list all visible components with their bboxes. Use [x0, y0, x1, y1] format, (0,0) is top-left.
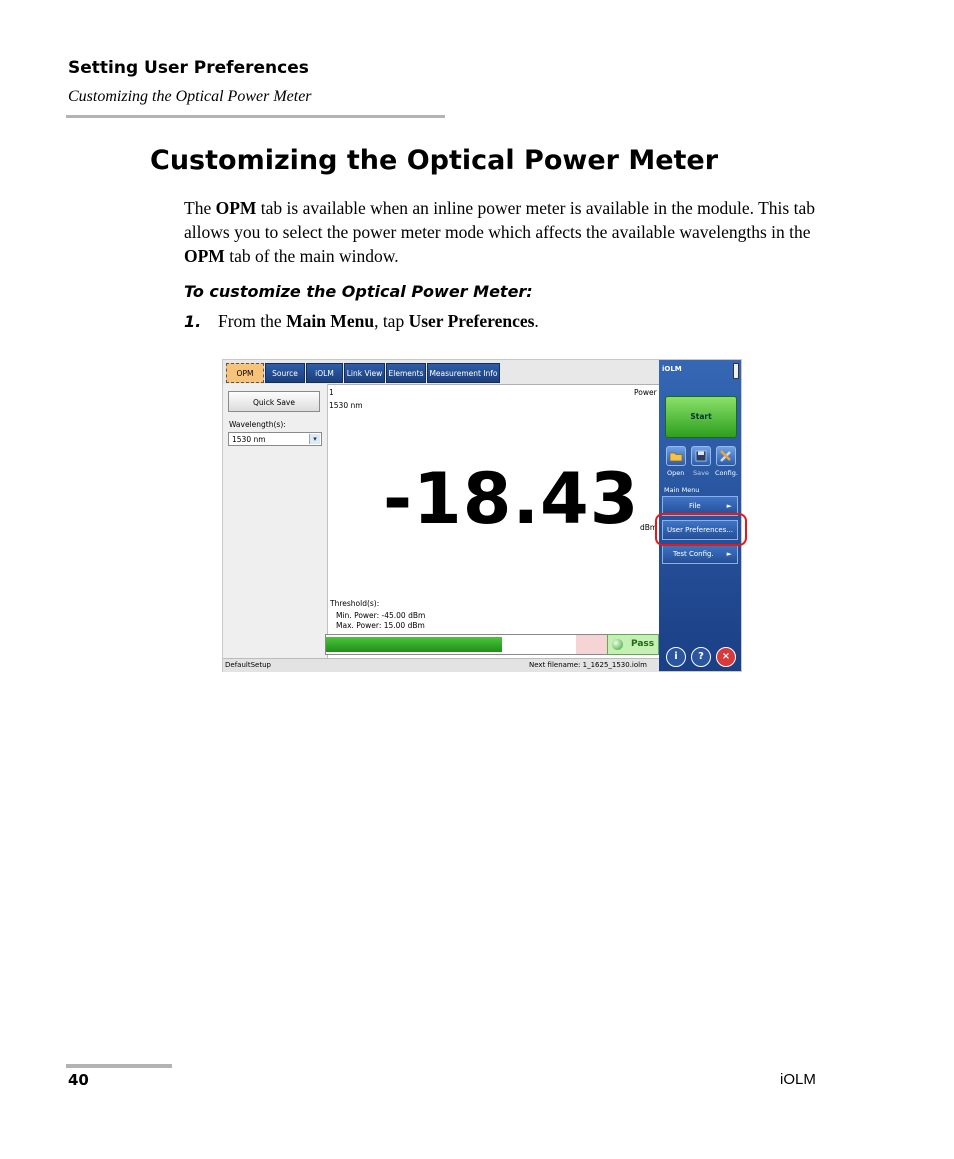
- battery-icon: [733, 363, 739, 379]
- para-text-2: tab is available when an inline power meter is available in the module. This tab allows you to select the power meter mode which affects the available wavelengths in the: [184, 198, 815, 242]
- running-header-title: Setting User Preferences: [68, 58, 309, 78]
- power-reading: -18.43: [383, 458, 640, 540]
- power-bar-fill: [326, 637, 502, 652]
- chevron-right-icon: ►: [726, 502, 732, 510]
- tab-measurement-info[interactable]: Measurement Info: [427, 363, 500, 383]
- folder-open-icon[interactable]: [666, 446, 686, 466]
- start-button[interactable]: Start: [665, 396, 737, 438]
- para-text-1: The: [184, 198, 216, 218]
- para-bold-opm-1: OPM: [215, 198, 257, 218]
- open-label: Open: [667, 469, 685, 477]
- para-text-3: tab of the main window.: [224, 246, 399, 266]
- wavelength-select[interactable]: [228, 432, 322, 446]
- procedure-title: To customize the Optical Power Meter:: [184, 282, 533, 301]
- callout-highlight: [655, 513, 747, 546]
- running-header-subtitle: Customizing the Optical Power Meter: [68, 88, 312, 105]
- threshold-min: Min. Power: -45.00 dBm: [336, 611, 426, 620]
- pass-indicator: [607, 634, 659, 655]
- left-panel: [223, 384, 328, 658]
- channel-number: 1: [329, 388, 334, 397]
- para-bold-opm-2: OPM: [184, 246, 225, 266]
- step-text-3: .: [534, 311, 539, 331]
- step-number: 1.: [184, 312, 202, 331]
- chevron-right-icon: ►: [726, 550, 732, 558]
- wavelength-label: Wavelength(s):: [229, 420, 286, 429]
- app-name: iOLM: [662, 365, 682, 373]
- menu-item-test-config-label: Test Config.: [673, 550, 714, 558]
- menu-item-file-label: File: [689, 502, 701, 510]
- threshold-label: Threshold(s):: [330, 599, 380, 608]
- tab-iolm[interactable]: iOLM: [306, 363, 343, 383]
- page-number: 40: [68, 1071, 89, 1089]
- chevron-down-icon[interactable]: ▾: [309, 434, 320, 444]
- tab-elements[interactable]: Elements: [386, 363, 426, 383]
- intro-paragraph: [184, 196, 824, 268]
- config-label: Config.: [715, 469, 738, 477]
- menu-item-test-config[interactable]: [662, 544, 738, 564]
- menu-item-user-preferences-label: User Preferences...: [667, 526, 734, 534]
- power-bar-max-zone: [576, 635, 608, 654]
- threshold-max: Max. Power: 15.00 dBm: [336, 621, 425, 630]
- close-icon[interactable]: ×: [716, 647, 736, 667]
- status-next-filename: Next filename: 1_1625_1530.iolm: [529, 661, 647, 669]
- tab-link-view[interactable]: Link View: [344, 363, 385, 383]
- power-label: Power: [634, 388, 657, 397]
- power-unit: dBm: [640, 523, 658, 532]
- header-rule: [66, 115, 445, 118]
- step-bold-user-preferences: User Preferences: [408, 311, 535, 331]
- save-label: Save: [693, 469, 709, 477]
- main-menu-label: Main Menu: [664, 486, 700, 494]
- check-icon: [612, 639, 623, 650]
- step-text-2: , tap: [374, 311, 409, 331]
- info-icon[interactable]: i: [666, 647, 686, 667]
- pass-label: Pass: [631, 639, 655, 649]
- quick-save-button[interactable]: Quick Save: [228, 391, 320, 412]
- save-disk-icon[interactable]: [691, 446, 711, 466]
- step-text-1: From the: [218, 311, 287, 331]
- wavelength-select-value: 1530 nm: [232, 435, 266, 444]
- section-heading: Customizing the Optical Power Meter: [150, 145, 719, 176]
- step-bold-main-menu: Main Menu: [286, 311, 375, 331]
- help-icon[interactable]: ?: [691, 647, 711, 667]
- tab-opm[interactable]: OPM: [226, 363, 264, 383]
- tools-config-icon[interactable]: [716, 446, 736, 466]
- status-bar: [223, 658, 659, 672]
- tab-source[interactable]: Source: [265, 363, 305, 383]
- status-setup: DefaultSetup: [225, 661, 271, 669]
- channel-wavelength: 1530 nm: [329, 401, 363, 410]
- footer-product: iOLM: [780, 1071, 816, 1088]
- step-text: [218, 311, 539, 332]
- tab-bar: [223, 360, 659, 385]
- footer-rule: [66, 1064, 172, 1068]
